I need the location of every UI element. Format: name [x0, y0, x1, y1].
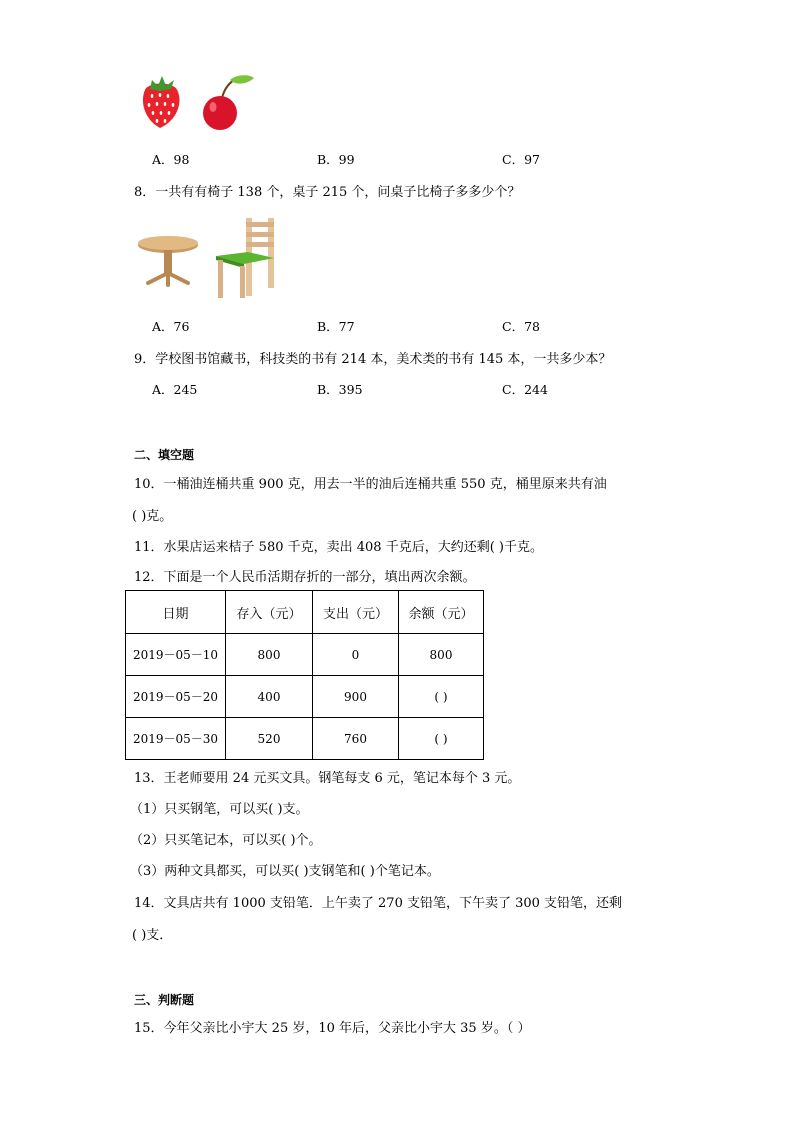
passbook-table [125, 590, 484, 760]
cell-date: 2019－05－20 [126, 676, 226, 718]
cell-balance-blank[interactable]: ( ) [399, 676, 484, 718]
q13-sub1[interactable]: （1）只买钢笔，可以买( )支。 [130, 802, 309, 817]
cell-withdrawal: 760 [313, 718, 399, 760]
section-judgement-title: 三、判断题 [134, 993, 195, 1007]
cell-deposit: 800 [226, 634, 313, 676]
cell-date: 2019－05－10 [126, 634, 226, 676]
q7-option-a[interactable]: A．98 [152, 152, 190, 167]
header-date: 日期 [126, 591, 226, 634]
cell-deposit: 400 [226, 676, 313, 718]
cell-balance-blank[interactable]: ( ) [399, 718, 484, 760]
table-row [126, 634, 484, 676]
q7-option-c[interactable]: C．97 [502, 152, 540, 167]
table-illustration [136, 235, 200, 287]
cell-deposit: 520 [226, 718, 313, 760]
chair-illustration [212, 216, 278, 300]
cherry-illustration [200, 74, 258, 132]
q8-option-c[interactable]: C．78 [502, 319, 540, 334]
q13-text: 13．王老师要用 24 元买文具。钢笔每支 6 元，笔记本每个 3 元。 [134, 771, 521, 786]
q13-sub2[interactable]: （2）只买笔记本，可以买( )个。 [130, 833, 322, 848]
header-balance: 余额（元） [399, 591, 484, 634]
q9-option-c[interactable]: C．244 [502, 382, 548, 397]
q9-text: 9．学校图书馆藏书，科技类的书有 214 本，美术类的书有 145 本，一共多少本？ [134, 352, 612, 367]
header-withdrawal: 支出（元） [313, 591, 399, 634]
q8-option-b[interactable]: B．77 [317, 319, 355, 334]
q14-text-line1: 14．文具店共有 1000 支铅笔．上午卖了 270 支铅笔，下午卖了 300 支铅笔，还剩 [134, 896, 623, 911]
q14-answer-blank[interactable]: ( )支． [132, 928, 173, 943]
q13-sub3[interactable]: （3）两种文具都买，可以买( )支钢笔和( )个笔记本。 [130, 864, 440, 879]
cell-balance: 800 [399, 634, 484, 676]
q12-text: 12．下面是一个人民币活期存折的一部分，填出两次余额。 [134, 570, 476, 585]
q7-option-b[interactable]: B．99 [317, 152, 355, 167]
header-deposit: 存入（元） [226, 591, 313, 634]
strawberry-illustration [138, 74, 188, 132]
section-fill-in-title: 二、填空题 [134, 448, 195, 462]
q9-option-b[interactable]: B．395 [317, 382, 363, 397]
cell-date: 2019－05－30 [126, 718, 226, 760]
q10-answer-blank[interactable]: ( )克。 [132, 509, 173, 524]
table-row [126, 718, 484, 760]
q8-text: 8．一共有有椅子 138 个，桌子 215 个，问桌子比椅子多多少个？ [134, 185, 521, 200]
q10-text-line1: 10．一桶油连桶共重 900 克，用去一半的油后连桶共重 550 克，桶里原来共有油 [134, 477, 607, 492]
cell-withdrawal: 900 [313, 676, 399, 718]
q11-text: 11．水果店运来桔子 580 千克，卖出 408 千克后，大约还剩( )千克。 [134, 540, 543, 555]
q9-option-a[interactable]: A．245 [152, 382, 198, 397]
q15-text: 15．今年父亲比小宇大 25 岁，10 年后，父亲比小宇大 35 岁。（ ） [134, 1021, 531, 1036]
q8-option-a[interactable]: A．76 [152, 319, 190, 334]
table-row [126, 676, 484, 718]
table-header-row [126, 591, 484, 634]
cell-withdrawal: 0 [313, 634, 399, 676]
